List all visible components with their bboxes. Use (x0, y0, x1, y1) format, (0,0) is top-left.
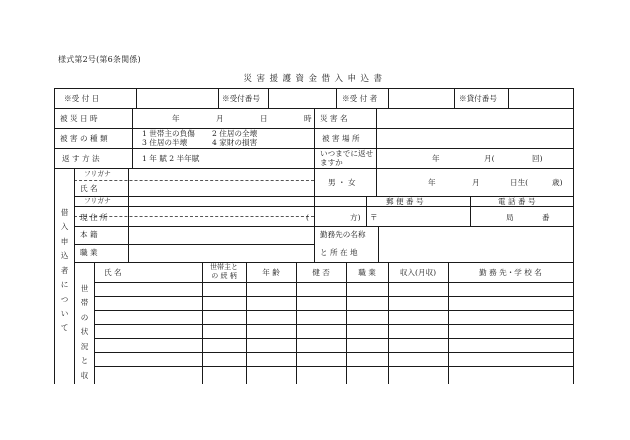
occupation-field[interactable] (129, 245, 313, 262)
application-form-table (54, 88, 574, 384)
gender-selector[interactable]: 男 ・ 女 (328, 178, 356, 187)
household-side-label-char: の (80, 312, 89, 322)
household-side-label-char: 状 (80, 327, 89, 337)
received-date-field[interactable] (137, 89, 217, 108)
household-header-income: 収入(月収) (399, 268, 437, 277)
applicant-side-label-char: 申 (60, 236, 69, 246)
repay-method-options[interactable]: 1 年 賦 2 半年賦 (142, 154, 200, 163)
rule (314, 108, 315, 168)
repay-method-label: 返 す 方 法 (62, 154, 100, 163)
disaster-year-unit: 年 (172, 114, 180, 123)
household-header-relation-line1: 世帯主と (210, 263, 238, 271)
phone-field[interactable] (471, 207, 572, 226)
receiver-label: ※受 付 者 (342, 94, 378, 103)
household-side-label-char: と (80, 356, 89, 366)
household-side-label-char: 況 (80, 341, 89, 351)
repay-until-label-line1: いつまでに返せ (320, 149, 374, 158)
occupation-label: 職 業 (80, 248, 98, 257)
rule (336, 88, 337, 108)
household-row[interactable] (95, 367, 573, 383)
postal-code-field[interactable] (378, 207, 469, 226)
received-number-field[interactable] (269, 89, 335, 108)
applicant-side-label-char: い (60, 308, 69, 318)
received-date-label: ※受 付 日 (64, 94, 100, 103)
repay-times-unit: 回) (532, 154, 543, 163)
disaster-date-label: 被 災 日 時 (60, 114, 98, 123)
household-header-health: 健 否 (312, 268, 330, 277)
household-side-label-char: 帯 (80, 298, 89, 308)
address-paren-close: 方) (350, 213, 361, 222)
household-row[interactable] (95, 297, 573, 310)
damage-option-injury[interactable]: 1 世帯主の負傷 (142, 129, 195, 138)
disaster-hour-unit: 時 (304, 114, 312, 123)
applicant-side-label-char: て (60, 323, 69, 333)
phone-bureau-unit: 局 (506, 213, 514, 222)
household-row[interactable] (95, 311, 573, 324)
received-number-label: ※受付番号 (222, 94, 260, 103)
household-header-occupation: 職 業 (358, 268, 376, 277)
disaster-date-field[interactable] (133, 109, 313, 128)
damage-option-total-loss[interactable]: 2 住居の全壊 (212, 129, 258, 138)
household-header-age: 年 齢 (262, 268, 280, 277)
employer-field[interactable] (379, 227, 572, 262)
household-header-workplace: 勤 務 先・学 校 名 (479, 268, 542, 277)
address-field[interactable] (129, 207, 365, 226)
household-row[interactable] (95, 325, 573, 338)
applicant-side-label-char: に (60, 280, 69, 290)
disaster-day-unit: 日 (260, 114, 268, 123)
age-suffix: 歳) (552, 178, 563, 187)
applicant-side-label-char: 者 (60, 265, 69, 275)
disaster-name-label: 災 害 名 (320, 114, 348, 123)
form-number: 様式第2号(第6条関係) (58, 55, 141, 64)
disaster-month-unit: 月 (216, 114, 224, 123)
domicile-field[interactable] (129, 227, 313, 244)
household-header-name: 氏 名 (104, 268, 122, 277)
employer-label-line1: 勤務先の名称 (320, 230, 366, 239)
household-row[interactable] (95, 283, 573, 296)
domicile-label: 本 籍 (80, 230, 98, 239)
damage-option-half-loss[interactable]: 3 住居の半壊 (142, 138, 188, 147)
repay-until-label-line2: ますか (320, 157, 343, 167)
household-row[interactable] (95, 353, 573, 366)
applicant-name-field[interactable] (129, 181, 313, 196)
repay-month-unit: 月( (484, 154, 495, 163)
postal-code-label: 郵 便 番 号 (386, 197, 424, 206)
applicant-side-label-char: 込 (60, 251, 69, 261)
address-label: 現 住 所 (80, 213, 108, 222)
repay-until-field[interactable] (377, 149, 572, 168)
rule (454, 88, 455, 108)
loan-number-label: ※貸付番号 (459, 94, 497, 103)
form-title: 災害援護資金借入申込書 (243, 74, 387, 84)
damage-option-household-goods[interactable]: 4 家財の損害 (212, 138, 258, 147)
repay-year-unit: 年 (432, 154, 440, 163)
furigana-field[interactable] (129, 169, 313, 180)
employer-label-line2: と 所 在 地 (320, 248, 358, 257)
birth-date-field[interactable] (377, 169, 572, 196)
rule (366, 196, 367, 226)
household-side-label-char: 収 (80, 370, 89, 380)
applicant-side-label (55, 206, 74, 336)
repay-until-label (320, 150, 376, 167)
rule (218, 88, 219, 108)
disaster-name-field[interactable] (377, 109, 572, 128)
household-row[interactable] (95, 339, 573, 352)
damage-place-label: 被 害 場 所 (322, 134, 360, 143)
rule (74, 262, 574, 263)
applicant-name-label: 氏 名 (80, 184, 98, 193)
postal-mark: 〒 (370, 213, 378, 222)
household-side-label (75, 282, 94, 383)
applicant-side-label-char: 入 (60, 222, 69, 232)
applicant-side-label-char: つ (60, 294, 69, 304)
receiver-field[interactable] (389, 89, 453, 108)
damage-type-label: 被 害 の 種 類 (60, 134, 108, 143)
rule (573, 88, 574, 384)
applicant-side-label-char: 借 (60, 208, 69, 217)
birth-month-unit: 月 (472, 178, 480, 187)
phone-label: 電 話 番 号 (498, 197, 536, 206)
household-header-relation-line2: の 続 柄 (211, 272, 237, 280)
household-side-label-char: 世 (80, 284, 89, 293)
address-furigana-label: フリガナ (84, 197, 111, 205)
address-paren-open: ( (306, 213, 309, 222)
damage-place-field[interactable] (377, 129, 572, 148)
furigana-label: フリガナ (84, 170, 111, 178)
loan-number-field[interactable] (509, 89, 572, 108)
birth-day-suffix: 日生( (510, 178, 529, 187)
birth-year-unit: 年 (428, 178, 436, 187)
phone-number-unit: 番 (542, 213, 550, 222)
